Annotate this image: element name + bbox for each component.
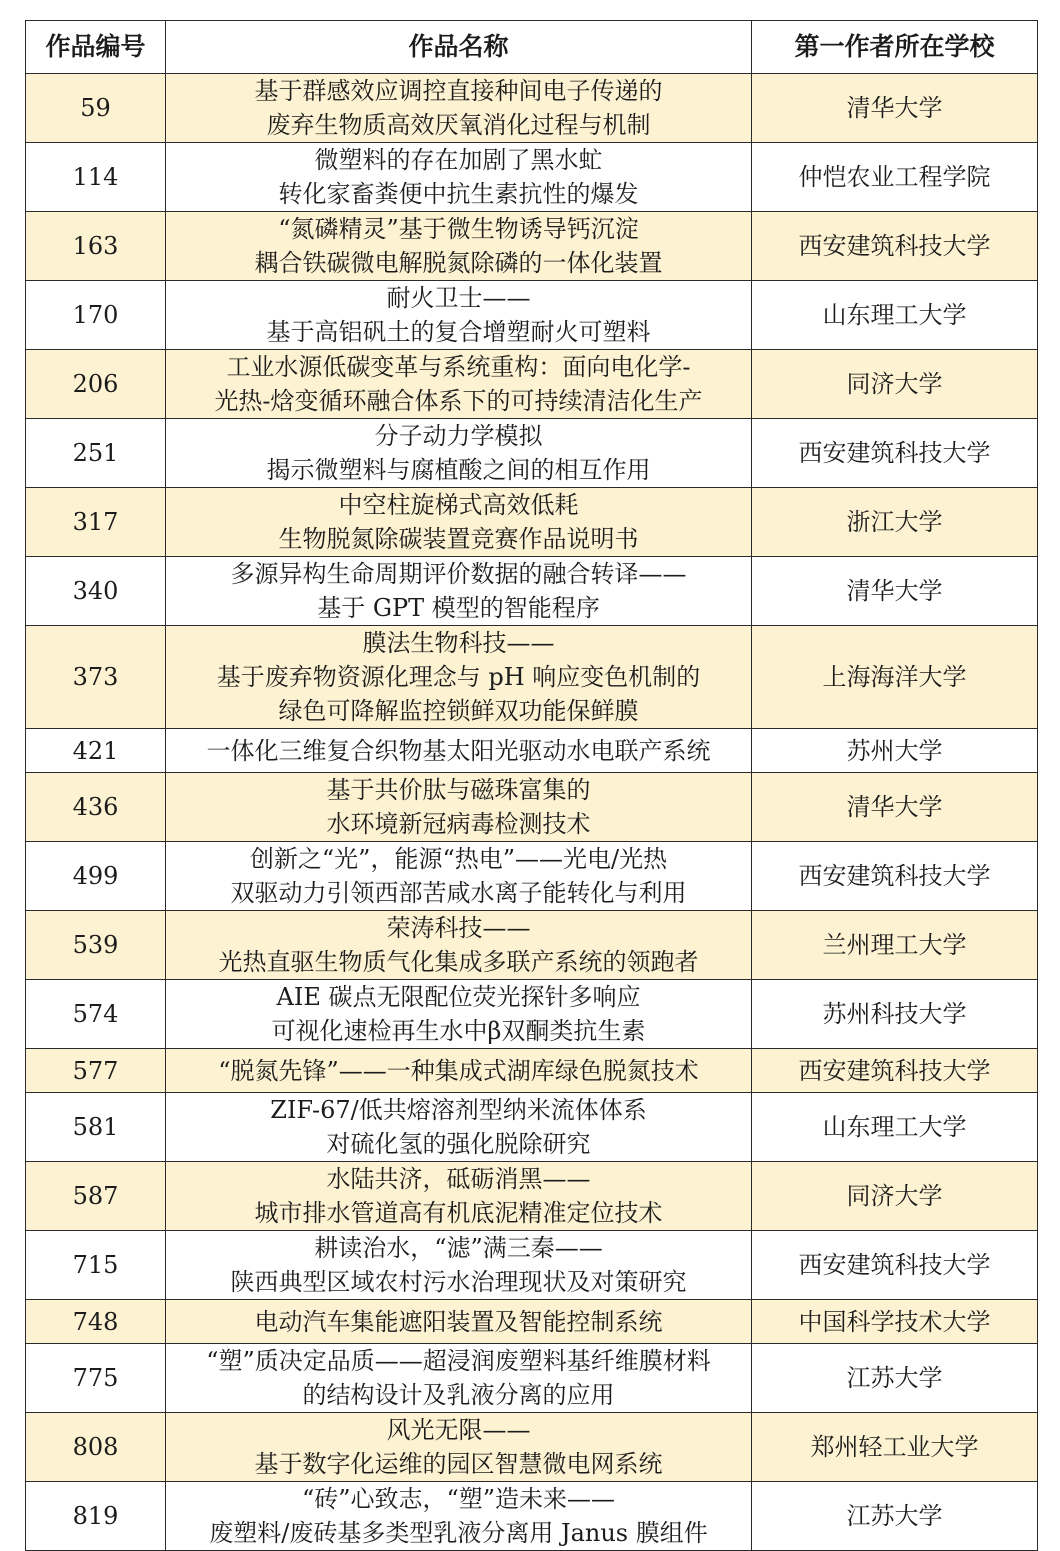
work-name-line: 基于 GPT 模型的智能程序 — [317, 594, 600, 622]
table-row — [26, 74, 1038, 143]
school-cell: 西安建筑科技大学 — [752, 1049, 1038, 1093]
table-row — [26, 773, 1038, 842]
work-name-line: 城市排水管道高有机底泥精准定位技术 — [254, 1199, 663, 1227]
work-id-cell: 499 — [26, 842, 166, 911]
work-id-cell: 715 — [26, 1231, 166, 1300]
work-name-line: 中空柱旋梯式高效低耗 — [338, 491, 579, 519]
work-name-cell — [166, 557, 752, 626]
work-name-line: 耐火卫士—— — [386, 284, 531, 312]
work-id-cell: 574 — [26, 980, 166, 1049]
work-id-cell: 340 — [26, 557, 166, 626]
table-row — [26, 626, 1038, 729]
table-row — [26, 488, 1038, 557]
table-row — [26, 1413, 1038, 1482]
work-id-cell: 114 — [26, 143, 166, 212]
school-cell: 西安建筑科技大学 — [752, 419, 1038, 488]
table-row — [26, 143, 1038, 212]
school-cell: 清华大学 — [752, 74, 1038, 143]
work-name-line: 基于数字化运维的园区智慧微电网系统 — [254, 1450, 663, 1478]
work-name-cell — [166, 1162, 752, 1231]
school-cell: 山东理工大学 — [752, 1093, 1038, 1162]
work-name-line: 绿色可降解监控锁鲜双功能保鲜膜 — [278, 697, 639, 725]
work-name-line: 基于高铝矾土的复合增塑耐火可塑料 — [266, 318, 651, 346]
table-row — [26, 1049, 1038, 1093]
school-cell: 中国科学技术大学 — [752, 1300, 1038, 1344]
work-id-cell: 587 — [26, 1162, 166, 1231]
work-name-line: 基于废弃物资源化理念与 pH 响应变色机制的 — [216, 663, 701, 691]
work-name-line: “脱氮先锋”——一种集成式湖库绿色脱氮技术 — [218, 1056, 699, 1085]
work-name-cell — [166, 281, 752, 350]
work-name-cell — [166, 911, 752, 980]
school-cell: 西安建筑科技大学 — [752, 212, 1038, 281]
work-name-line: 光热直驱生物质气化集成多联产系统的领跑者 — [218, 948, 699, 976]
work-name-line: 揭示微塑料与腐植酸之间的相互作用 — [266, 456, 651, 484]
work-id-cell: 206 — [26, 350, 166, 419]
work-id-cell: 436 — [26, 773, 166, 842]
work-name-cell — [166, 626, 752, 729]
work-name-line: 光热-焓变循环融合体系下的可持续清洁化生产 — [214, 387, 703, 415]
work-name-cell — [166, 1049, 752, 1093]
header-school: 第一作者所在学校 — [752, 21, 1038, 74]
work-name-cell — [166, 773, 752, 842]
table-row — [26, 350, 1038, 419]
table-row — [26, 729, 1038, 773]
work-name-cell — [166, 74, 752, 143]
table-row — [26, 1162, 1038, 1231]
work-name-cell — [166, 1413, 752, 1482]
school-cell: 苏州大学 — [752, 729, 1038, 773]
work-name-cell — [166, 419, 752, 488]
work-name-line: 可视化速检再生水中β双酮类抗生素 — [271, 1017, 646, 1045]
table-row — [26, 1344, 1038, 1413]
school-cell: 郑州轻工业大学 — [752, 1413, 1038, 1482]
school-cell: 江苏大学 — [752, 1344, 1038, 1413]
table-row — [26, 842, 1038, 911]
table-row — [26, 419, 1038, 488]
work-name-cell — [166, 1300, 752, 1344]
works-table — [25, 20, 1038, 1551]
work-name-line: 耕读治水，“滤”满三秦—— — [314, 1234, 603, 1262]
work-name-line: 荣涛科技—— — [386, 914, 531, 942]
table-row — [26, 557, 1038, 626]
work-name-line: “氮磷精灵”基于微生物诱导钙沉淀 — [278, 215, 639, 243]
work-id-cell: 539 — [26, 911, 166, 980]
work-name-line: 基于群感效应调控直接种间电子传递的 — [254, 77, 663, 105]
school-cell: 上海海洋大学 — [752, 626, 1038, 729]
work-name-line: 膜法生物科技—— — [362, 629, 555, 657]
work-name-line: ZIF-67/低共熔溶剂型纳米流体体系 — [270, 1096, 647, 1124]
work-name-cell — [166, 350, 752, 419]
work-name-line: 生物脱氮除碳装置竞赛作品说明书 — [278, 525, 639, 553]
work-name-cell — [166, 212, 752, 281]
work-id-cell: 251 — [26, 419, 166, 488]
header-name: 作品名称 — [166, 21, 752, 74]
work-id-cell: 317 — [26, 488, 166, 557]
work-name-cell — [166, 1482, 752, 1551]
work-name-line: “砖”心致志，“塑”造未来—— — [301, 1485, 616, 1513]
work-id-cell: 170 — [26, 281, 166, 350]
school-cell: 山东理工大学 — [752, 281, 1038, 350]
work-name-line: 创新之“光”，能源“热电”——光电/光热 — [249, 845, 668, 873]
work-name-cell — [166, 1231, 752, 1300]
work-id-cell: 163 — [26, 212, 166, 281]
work-name-cell — [166, 980, 752, 1049]
table-row — [26, 980, 1038, 1049]
work-name-line: AIE 碳点无限配位荧光探针多响应 — [276, 983, 641, 1011]
table-header — [26, 21, 1038, 74]
school-cell: 苏州科技大学 — [752, 980, 1038, 1049]
work-name-line: 一体化三维复合织物基太阳光驱动水电联产系统 — [206, 736, 711, 765]
table-row — [26, 281, 1038, 350]
work-name-line: 分子动力学模拟 — [374, 422, 543, 450]
work-id-cell: 373 — [26, 626, 166, 729]
work-name-line: 水环境新冠病毒检测技术 — [326, 810, 591, 838]
work-name-cell — [166, 143, 752, 212]
school-cell: 西安建筑科技大学 — [752, 1231, 1038, 1300]
table-row — [26, 1231, 1038, 1300]
work-name-line: 对硫化氢的强化脱除研究 — [326, 1130, 591, 1158]
school-cell: 仲恺农业工程学院 — [752, 143, 1038, 212]
table-row — [26, 212, 1038, 281]
school-cell: 江苏大学 — [752, 1482, 1038, 1551]
work-id-cell: 581 — [26, 1093, 166, 1162]
work-name-line: 基于共价肽与磁珠富集的 — [326, 776, 591, 804]
work-name-line: 废塑料/废砖基多类型乳液分离用 Janus 膜组件 — [209, 1519, 708, 1547]
school-cell: 兰州理工大学 — [752, 911, 1038, 980]
work-name-line: 水陆共济，砥砺消黑—— — [326, 1165, 591, 1193]
work-id-cell: 819 — [26, 1482, 166, 1551]
work-name-cell — [166, 1344, 752, 1413]
table-body — [26, 74, 1038, 1551]
table-row — [26, 1482, 1038, 1551]
work-id-cell: 577 — [26, 1049, 166, 1093]
work-id-cell: 421 — [26, 729, 166, 773]
school-cell: 同济大学 — [752, 350, 1038, 419]
school-cell: 清华大学 — [752, 557, 1038, 626]
work-name-cell — [166, 488, 752, 557]
work-name-line: 耦合铁碳微电解脱氮除磷的一体化装置 — [254, 249, 663, 277]
header-id: 作品编号 — [26, 21, 166, 74]
work-name-line: 双驱动力引领西部苦咸水离子能转化与利用 — [230, 879, 687, 907]
work-id-cell: 775 — [26, 1344, 166, 1413]
work-name-cell — [166, 1093, 752, 1162]
table-row — [26, 911, 1038, 980]
work-name-line: 转化家畜粪便中抗生素抗性的爆发 — [278, 180, 639, 208]
work-id-cell: 59 — [26, 74, 166, 143]
work-name-line: 电动汽车集能遮阳装置及智能控制系统 — [254, 1307, 663, 1336]
work-name-line: 多源异构生命周期评价数据的融合转译—— — [230, 560, 687, 588]
work-name-line: 废弃生物质高效厌氧消化过程与机制 — [266, 111, 651, 139]
work-name-line: 微塑料的存在加剧了黑水虻 — [314, 146, 603, 174]
school-cell: 清华大学 — [752, 773, 1038, 842]
work-name-line: 陕西典型区域农村污水治理现状及对策研究 — [230, 1268, 687, 1296]
work-id-cell: 748 — [26, 1300, 166, 1344]
school-cell: 浙江大学 — [752, 488, 1038, 557]
work-name-cell — [166, 729, 752, 773]
work-name-line: 风光无限—— — [386, 1416, 531, 1444]
header-row — [26, 21, 1038, 74]
work-id-cell: 808 — [26, 1413, 166, 1482]
school-cell: 同济大学 — [752, 1162, 1038, 1231]
table-row — [26, 1300, 1038, 1344]
work-name-cell — [166, 842, 752, 911]
school-cell: 西安建筑科技大学 — [752, 842, 1038, 911]
work-name-line: 工业水源低碳变革与系统重构：面向电化学- — [226, 353, 691, 381]
work-name-line: 的结构设计及乳液分离的应用 — [302, 1381, 615, 1409]
work-name-line: “塑”质决定品质——超浸润废塑料基纤维膜材料 — [206, 1347, 711, 1375]
table-row — [26, 1093, 1038, 1162]
